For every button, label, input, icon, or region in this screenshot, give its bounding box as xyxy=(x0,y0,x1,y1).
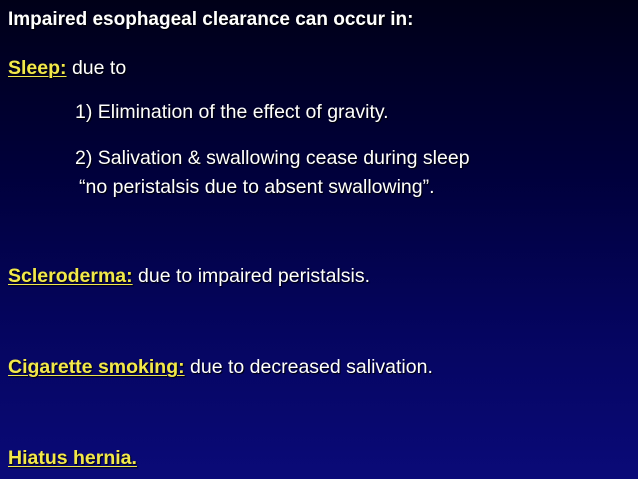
sleep-text: due to xyxy=(66,57,127,79)
sleep-reason-1: 1) Elimination of the effect of gravity. xyxy=(75,101,389,123)
sleep-keyword: Sleep: xyxy=(8,57,67,79)
scleroderma-line xyxy=(8,265,370,288)
sleep-line xyxy=(8,57,126,80)
scleroderma-keyword: Scleroderma: xyxy=(8,265,133,287)
scleroderma-text: due to impaired peristalsis. xyxy=(132,265,371,287)
sleep-reason-2: 2) Salivation & swallowing cease during sleep xyxy=(75,147,470,169)
smoking-line xyxy=(8,356,433,379)
sleep-reason-2-note: “no peristalsis due to absent swallowing”. xyxy=(79,176,435,198)
smoking-text: due to decreased salivation. xyxy=(184,356,433,378)
slide-title: Impaired esophageal clearance can occur in: xyxy=(8,9,414,30)
smoking-keyword: Cigarette smoking: xyxy=(8,356,185,378)
hiatus-keyword: Hiatus hernia. xyxy=(8,447,137,469)
hiatus-line xyxy=(8,447,137,470)
